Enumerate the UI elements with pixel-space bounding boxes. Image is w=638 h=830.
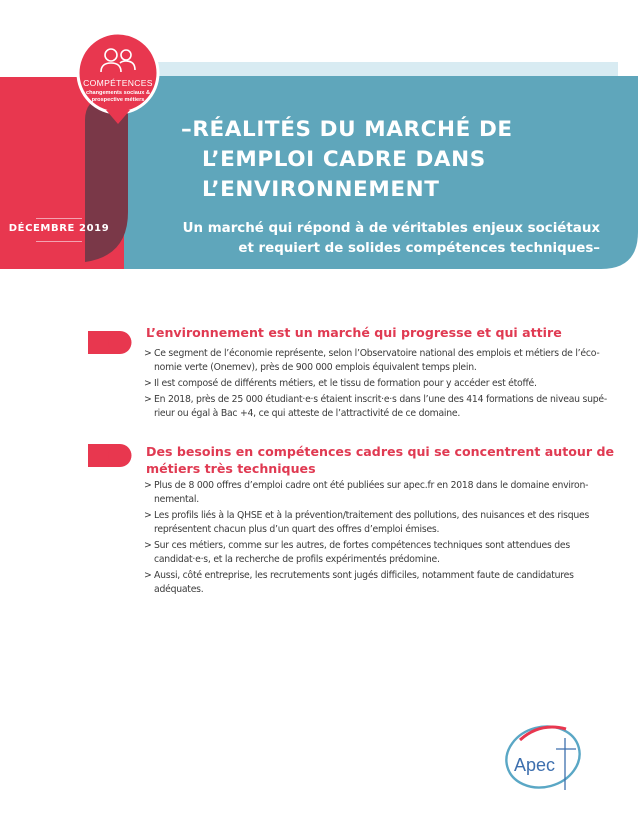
list-item: > En 2018, près de 25 000 étudiant·e·s étaient inscrit·e·s dans l’une des 414 formations de niveau supé- rieur ou égal à Bac +4, ce qui atteste de l’attractivité de ce domaine.	[144, 394, 607, 419]
list-item: > Sur ces métiers, comme sur les autres, de fortes compétences techniques sont attendues des candidat·e·s, et la recherche de profils expérimentés prédomine.	[144, 540, 570, 565]
list-item: > Plus de 8 000 offres d’emploi cadre ont été publiées sur apec.fr en 2018 dans le domaine environ- nemental.	[144, 480, 589, 505]
section-2-heading: Des besoins en compétences cadres qui se concentrent autour de métiers très techniques	[146, 444, 615, 476]
list-item: > Il est composé de différents métiers, et le tissu de formation pour y accéder est étoffé.	[144, 378, 537, 389]
list-item: > Ce segment de l’économie représente, selon l’Observatoire national des emplois et métiers de l’éco- nomie verte (Onemev), près de 900 000 emplois équivalent temps plein.	[144, 348, 600, 373]
logo-text: Apec	[514, 755, 556, 775]
publication-date: DÉCEMBRE 2019	[8, 223, 110, 234]
section-1-heading: L’environnement est un marché qui progresse et qui attire	[146, 325, 562, 340]
badge-label: COMPÉTENCES	[83, 78, 153, 88]
list-item: > Aussi, côté entreprise, les recrutements sont jugés difficiles, notamment faute de candidatures adéquates.	[144, 570, 574, 595]
title-line: L’EMPLOI CADRE DANS	[202, 147, 486, 172]
subtitle-line: Un marché qui répond à de véritables enjeux sociétaux	[182, 221, 600, 236]
title-line: L’ENVIRONNEMENT	[202, 177, 440, 202]
badge-subtitle: changements sociaux & prospective métiers	[85, 90, 151, 103]
subtitle-line: et requiert de solides compétences techniques–	[238, 241, 600, 256]
logo-swoosh	[520, 727, 566, 740]
list-item: > Les profils liés à la QHSE et à la prévention/traitement des pollutions, des nuisances et des risques représentent chacun plus d’un quart des offres d’emploi émises.	[144, 510, 590, 535]
title-line: –RÉALITÉS DU MARCHÉ DE	[181, 117, 513, 142]
